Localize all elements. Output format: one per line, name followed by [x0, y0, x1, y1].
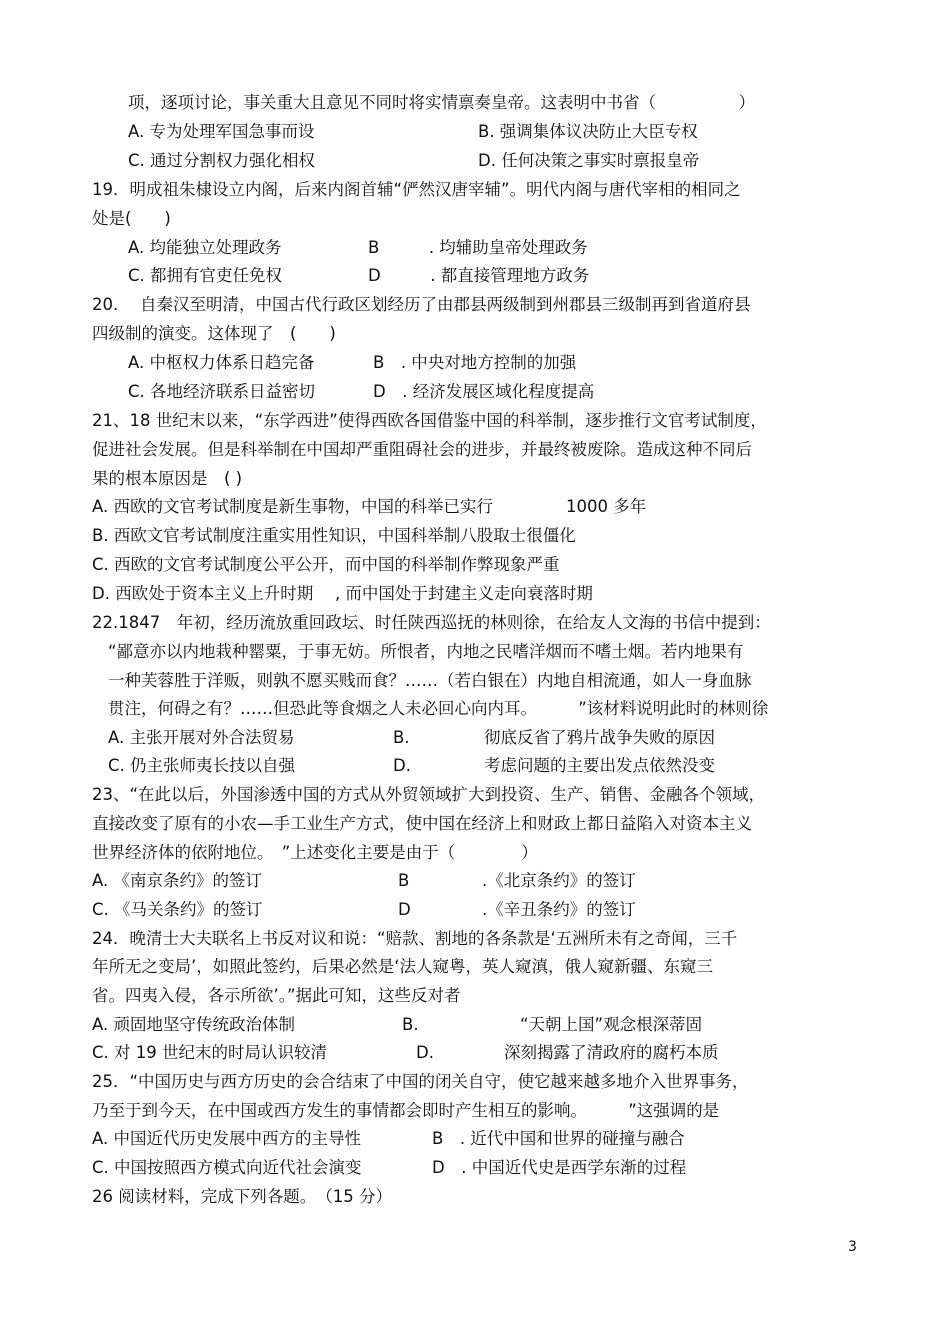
option-a-tail: 1000 多年: [566, 497, 647, 516]
option-a: A. 中国近代历史发展中西方的主导性: [92, 1129, 361, 1148]
text-line: 世界经济体的依附地位。 ”上述变化主要是由于（ ）: [92, 843, 538, 862]
option-b: .《北京条约》的签订: [482, 871, 636, 890]
option-a: A. 均能独立处理政务: [128, 238, 282, 257]
option-b-letter: B.: [402, 1015, 419, 1034]
option-d: D . 经济发展区域化程度提高: [373, 382, 595, 401]
option-c: C. 《马关条约》的签订: [92, 900, 263, 919]
question-23: 23、“在此以后，外国渗透中国的方式从外贸领域扩大到投资、生产、销售、金融各个领域，: [92, 785, 766, 804]
option-d: .《辛丑条约》的签订: [482, 900, 636, 919]
option-d: D . 中国近代史是西学东渐的过程: [432, 1158, 687, 1177]
text-line: 直接改变了原有的小农—手工业生产方式，使中国在经济上和财政上都日益陷入对资本主义: [92, 814, 752, 833]
option-d: D. 西欧处于资本主义上升时期 , 而中国处于封建主义走向衰落时期: [92, 584, 593, 603]
option-a: A. 专为处理军国急事而设: [128, 122, 315, 141]
question-25: 25．“中国历史与西方历史的会合结束了中国的闭关自守，使它越来越多地介入世界事务，: [92, 1072, 749, 1091]
option-b: B . 近代中国和世界的碰撞与融合: [432, 1129, 685, 1148]
question-21: 21、18 世纪末以来，“东学西进”使得西欧各国借鉴中国的科举制，逐步推行文官考试制度，: [92, 411, 767, 430]
option-d-letter: D: [398, 900, 411, 919]
page-number: 3: [848, 1239, 857, 1255]
option-b: B . 均辅助皇帝处理政务: [368, 238, 588, 257]
option-b: 彻底反省了鸦片战争失败的原因: [484, 728, 715, 747]
option-d: D. 任何决策之事实时禀报皇帝: [478, 151, 700, 170]
option-a: A. 西欧的文官考试制度是新生事物，中国的科举已实行: [92, 497, 493, 516]
text-line: 年所无之变局’，如照此签约，后果必然是‘法人窥粤，英人窥滇，俄人窥新疆、东窥三: [92, 957, 713, 976]
option-d-letter: D.: [393, 756, 411, 775]
question-20: 20. 自秦汉至明清，中国古代行政区划经历了由郡县两级制到州郡县三级制再到省道府县: [92, 295, 751, 314]
text-line: 省。四夷入侵，各示所欲’。”据此可知，这些反对者: [92, 986, 461, 1005]
option-b: B. 强调集体议决防止大臣专权: [478, 122, 698, 141]
option-c: C. 中国按照西方模式向近代社会演变: [92, 1158, 362, 1177]
option-d: 深刻揭露了清政府的腐朽本质: [504, 1043, 719, 1062]
option-c: C. 仍主张师夷长技以自强: [108, 756, 296, 775]
option-a: A. 中枢权力体系日趋完备: [128, 353, 315, 372]
question-24: 24．晚清士大夫联名上书反对议和说：“赔款、割地的各条款是‘五洲所未有之奇闻，三千: [92, 929, 738, 948]
option-d-letter: D.: [416, 1043, 434, 1062]
option-c: C. 对 19 世纪末的时局认识较清: [92, 1043, 327, 1062]
question-22: 22.1847 年初，经历流放重回政坛、时任陕西巡抚的林则徐，在给友人文海的书信中提到：: [92, 613, 771, 632]
option-d: D . 都直接管理地方政务: [368, 266, 590, 285]
text-line: 果的根本原因是 ( ): [92, 469, 243, 488]
text-line: 一种芙蓉胜于洋贩，则孰不愿买贱而食？……（若白银在）内地自相流通，如人一身血脉: [108, 671, 752, 690]
text-line: 项，逐项讨论，事关重大且意见不同时将实情禀奏皇帝。这表明中书省（ ）: [128, 93, 755, 112]
text-line: 贯注，何碍之有？……但恐此等食烟之人未必回心向内耳。 ”该材料说明此时的林则徐: [108, 699, 769, 718]
option-b-letter: B: [398, 871, 410, 890]
text-line: 四级制的演变。这体现了 ( ): [92, 324, 336, 343]
text-line: “鄙意亦以内地栽种罂粟，于事无妨。所恨者，内地之民嗜洋烟而不嗜土烟。若内地果有: [108, 642, 744, 661]
option-d: 考虑问题的主要出发点依然没变: [484, 756, 715, 775]
question-26: 26 阅读材料，完成下列各题。 （15 分）: [92, 1187, 392, 1206]
option-c: C. 西欧的文官考试制度公平公开，而中国的科举制作弊现象严重: [92, 555, 560, 574]
text-line: 乃至于到今天，在中国或西方发生的事情都会即时产生相互的影响。 ”这强调的是: [92, 1101, 720, 1120]
option-b: B . 中央对地方控制的加强: [373, 353, 577, 372]
option-c: C. 都拥有官吏任免权: [128, 266, 283, 285]
option-c: C. 通过分割权力强化相权: [128, 151, 316, 170]
option-a: A. 顽固地坚守传统政治体制: [92, 1015, 295, 1034]
option-b: B. 西欧文官考试制度注重实用性知识，中国科举制八股取士很僵化: [92, 526, 576, 545]
text-line: 处是( ): [92, 209, 171, 228]
text-line: 促进社会发展。但是科举制在中国却严重阻碍社会的进步，并最终被废除。造成这种不同后: [92, 440, 752, 459]
option-b-letter: B.: [393, 728, 410, 747]
option-a: A. 主张开展对外合法贸易: [108, 728, 295, 747]
question-19: 19．明成祖朱棣设立内阁，后来内阁首辅“俨然汉唐宰辅”。明代内阁与唐代宰相的相同之: [92, 180, 741, 199]
option-a: A. 《南京条约》的签订: [92, 871, 262, 890]
option-b: “天朝上国”观念根深蒂固: [520, 1015, 703, 1034]
option-c: C. 各地经济联系日益密切: [128, 382, 316, 401]
